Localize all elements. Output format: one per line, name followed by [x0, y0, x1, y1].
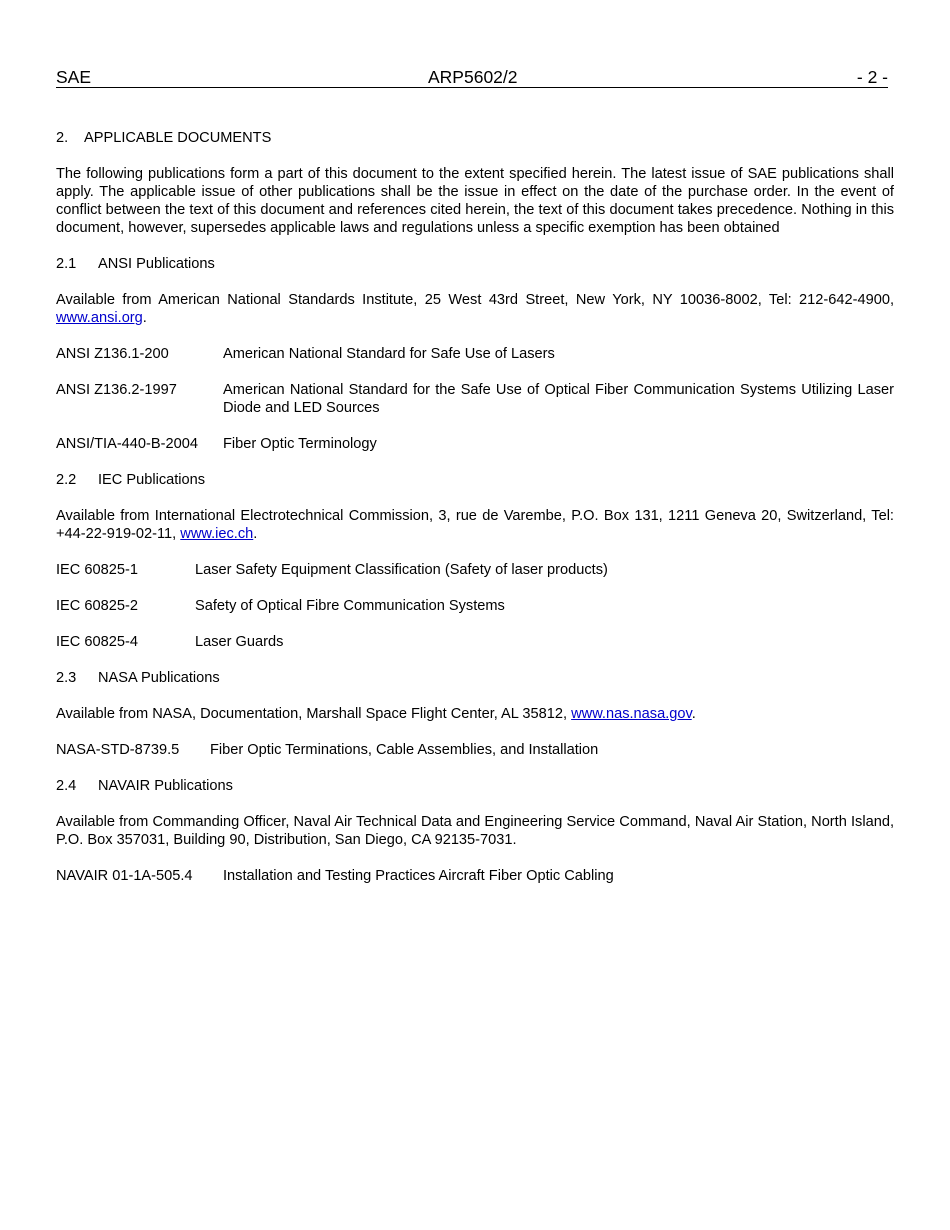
page-header: [56, 68, 888, 88]
reference-title: American National Standard for the Safe Use of Optical Fiber Communication Systems Utilizing Laser Diode and LED Sources: [223, 382, 894, 416]
section-title: APPLICABLE DOCUMENTS: [84, 130, 272, 146]
availability-text: Available from NASA, Documentation, Marshall Space Flight Center, AL 35812,: [56, 706, 572, 722]
subsection-heading-iec: [56, 471, 894, 489]
iec-link[interactable]: www.iec.ch: [180, 526, 254, 542]
reference-title: Fiber Optic Terminology: [223, 436, 377, 452]
reference-title: American National Standard for Safe Use of Lasers: [223, 346, 555, 362]
ansi-link[interactable]: www.ansi.org: [56, 310, 143, 326]
header-page-number: - 2 -: [856, 67, 888, 87]
header-organization: SAE: [56, 67, 92, 87]
subsection-title: NASA Publications: [98, 670, 220, 686]
reference-code: IEC 60825-4: [56, 634, 138, 650]
section-heading: [56, 129, 894, 147]
reference-title: Fiber Optic Terminations, Cable Assemblies, and Installation: [210, 742, 599, 758]
reference-code: ANSI Z136.2-1997: [56, 382, 177, 398]
iec-availability: [56, 507, 894, 543]
period: .: [142, 310, 147, 326]
nasa-link[interactable]: www.nas.nasa.gov: [571, 706, 692, 722]
header-document-number: ARP5602/2: [428, 67, 518, 87]
reference-code: NASA-STD-8739.5: [56, 742, 180, 758]
ansi-availability: [56, 291, 894, 327]
subsection-heading-ansi: [56, 255, 894, 273]
subsection-title: ANSI Publications: [98, 256, 215, 272]
reference-item: [56, 381, 894, 417]
reference-item: [56, 435, 894, 453]
reference-item: [56, 597, 894, 615]
reference-title: Installation and Testing Practices Aircraft Fiber Optic Cabling: [223, 868, 614, 884]
section-number: 2.: [56, 130, 69, 146]
reference-item: [56, 561, 894, 579]
reference-item: [56, 633, 894, 651]
subsection-title: IEC Publications: [98, 472, 206, 488]
period: .: [253, 526, 258, 542]
reference-code: ANSI/TIA-440-B-2004: [56, 436, 198, 452]
availability-text: Available from International Electrotechnical Commission, 3, rue de Varembe, P.O. Box 131, 1211 Geneva 20, Switzerland, Tel: +44-22-919-02-11,: [56, 508, 894, 542]
reference-code: ANSI Z136.1-200: [56, 346, 169, 362]
reference-code: IEC 60825-2: [56, 598, 138, 614]
nasa-availability: [56, 705, 894, 723]
availability-text: Available from American National Standards Institute, 25 West 43rd Street, New York, NY 10036-8002, Tel: 212-642-4900,: [56, 292, 894, 308]
subsection-heading-navair: [56, 777, 894, 795]
subsection-number: 2.1: [56, 256, 77, 272]
reference-item: [56, 741, 894, 759]
subsection-number: 2.4: [56, 778, 77, 794]
reference-title: Laser Guards: [195, 634, 284, 650]
page-content: [56, 129, 894, 903]
subsection-heading-nasa: [56, 669, 894, 687]
reference-title: Safety of Optical Fibre Communication Systems: [195, 598, 505, 614]
reference-code: NAVAIR 01-1A-505.4: [56, 868, 193, 884]
reference-item: [56, 867, 894, 885]
navair-availability: Available from Commanding Officer, Naval Air Technical Data and Engineering Service Command, Naval Air Station, North Island, P.O. Box 357031, Building 90, Distribution, San Diego, CA 92135-7031.: [56, 814, 894, 848]
subsection-title: NAVAIR Publications: [98, 778, 233, 794]
reference-item: [56, 345, 894, 363]
reference-code: IEC 60825-1: [56, 562, 138, 578]
subsection-number: 2.2: [56, 472, 77, 488]
period: .: [691, 706, 696, 722]
subsection-number: 2.3: [56, 670, 77, 686]
section-intro: The following publications form a part of this document to the extent specified herein. The latest issue of SAE publications shall apply. The applicable issue of other publications shall be the issue in effect on the date of the purchase order. In the event of conflict between the text of this document and references cited herein, the text of this document takes precedence. Nothing in this document, however, supersedes applicable laws and regulations unless a specific exemption has been obtained: [56, 166, 894, 236]
reference-title: Laser Safety Equipment Classification (Safety of laser products): [195, 562, 608, 578]
